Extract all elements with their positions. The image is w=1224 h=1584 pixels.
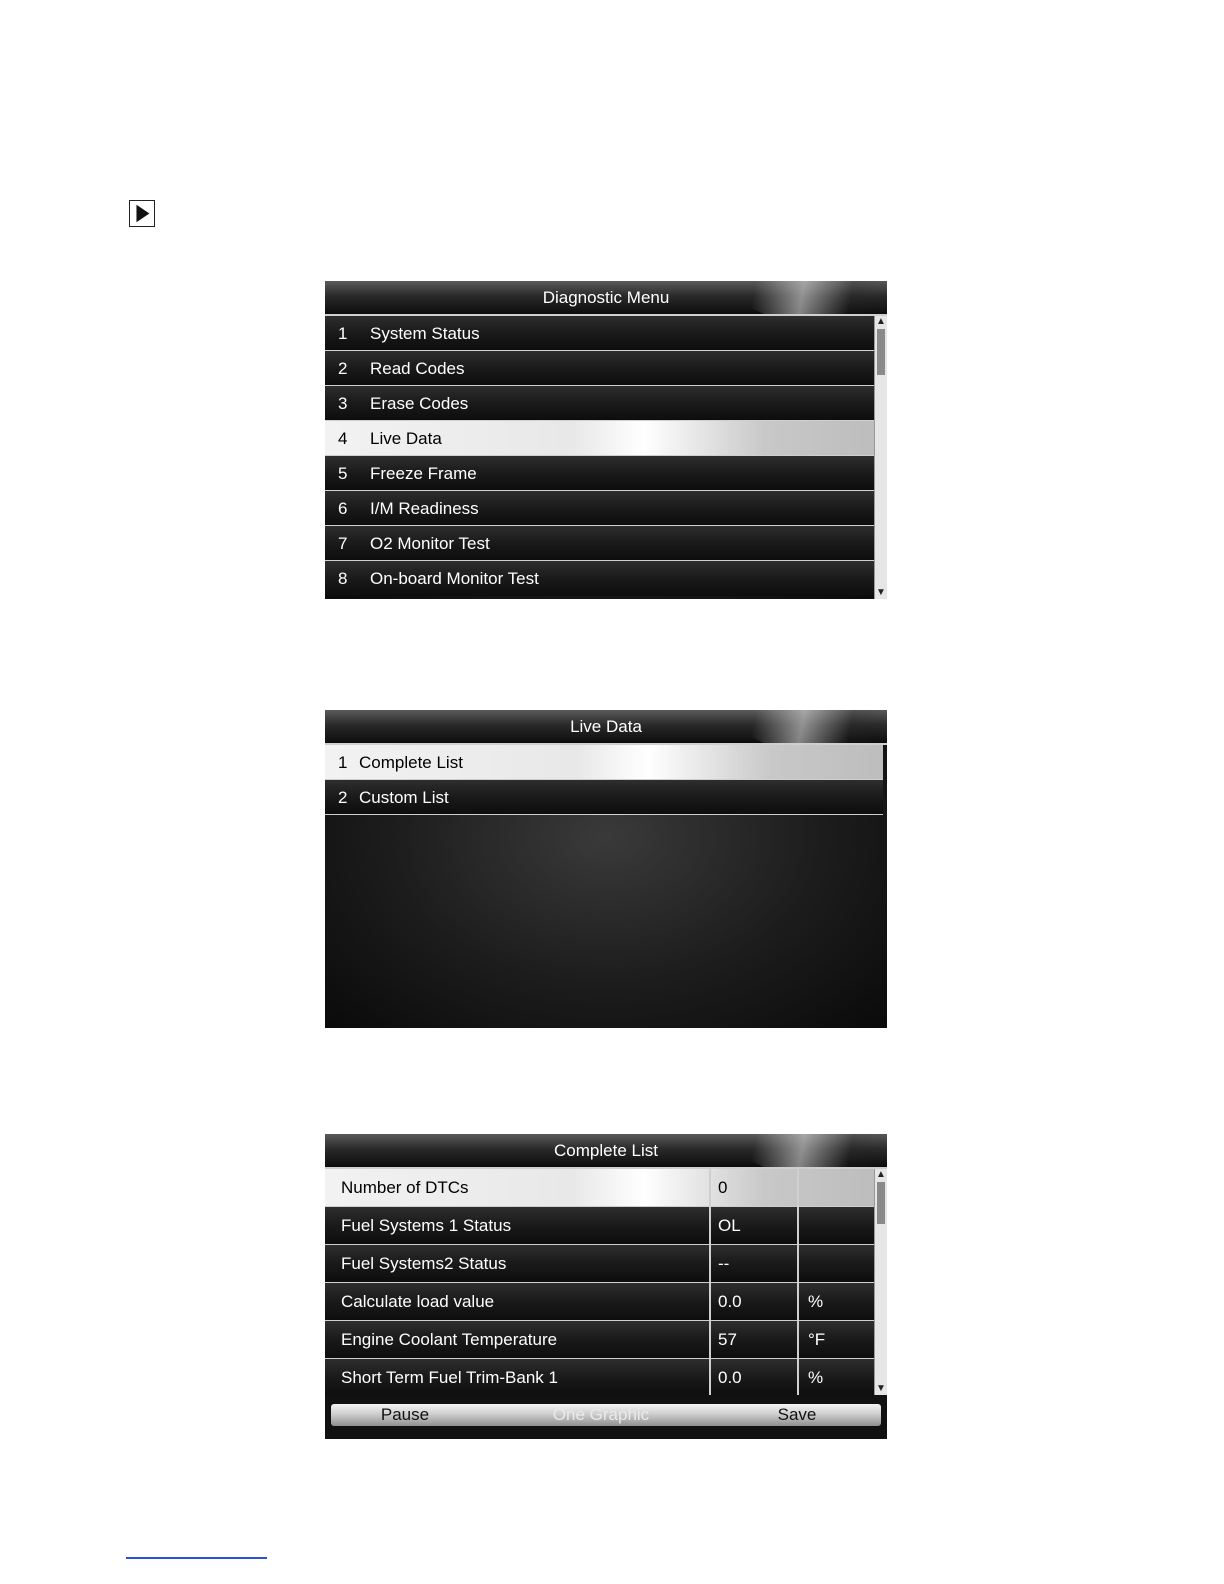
complete-list-screen — [325, 1134, 887, 1439]
table-row[interactable] — [325, 1169, 875, 1207]
parameter-value: 0 — [718, 1178, 728, 1197]
scrollbar-thumb[interactable] — [877, 329, 885, 375]
screen-title-bar — [325, 710, 887, 745]
parameter-unit: °F — [808, 1330, 826, 1349]
menu-item-label: Read Codes — [370, 359, 465, 378]
screen-title-bar — [325, 281, 887, 316]
menu-item-number: 1 — [338, 324, 348, 343]
function-button-bar — [325, 1395, 887, 1439]
save-button[interactable]: Save — [777, 1405, 817, 1424]
menu-item-system-status[interactable] — [325, 316, 875, 351]
menu-item-label: Custom List — [359, 788, 449, 807]
menu-item-read-codes[interactable] — [325, 351, 875, 386]
parameter-name: Number of DTCs — [341, 1178, 469, 1197]
menu-item-label: Complete List — [359, 753, 463, 772]
scroll-up-arrow-icon[interactable]: ▲ — [876, 316, 886, 327]
column-divider — [797, 1169, 799, 1397]
parameter-unit: % — [808, 1368, 824, 1387]
menu-item-label: On-board Monitor Test — [370, 569, 539, 588]
parameter-name: Engine Coolant Temperature — [341, 1330, 558, 1349]
menu-item-complete-list[interactable] — [325, 745, 883, 780]
play-icon — [129, 200, 155, 227]
diagnostic-menu-screen — [325, 281, 887, 599]
menu-item-number: 2 — [338, 359, 348, 378]
parameter-unit: % — [808, 1292, 824, 1311]
menu-item-live-data[interactable] — [325, 421, 875, 456]
menu-item-label: Freeze Frame — [370, 464, 477, 483]
parameter-name: Calculate load value — [341, 1292, 495, 1311]
menu-item-number: 8 — [338, 569, 348, 588]
table-row[interactable] — [325, 1359, 875, 1397]
menu-item-label: I/M Readiness — [370, 499, 479, 518]
menu-item-number: 2 — [338, 788, 348, 807]
menu-item-o2-monitor-test[interactable] — [325, 526, 875, 561]
menu-item-label: System Status — [370, 324, 480, 343]
screen-title-bar — [325, 1134, 887, 1169]
data-table — [325, 1169, 875, 1397]
menu-item-number: 3 — [338, 394, 348, 413]
scrollbar[interactable] — [874, 316, 887, 599]
parameter-value: -- — [718, 1254, 730, 1273]
parameter-name: Fuel Systems 1 Status — [341, 1216, 512, 1235]
menu-item-number: 4 — [338, 429, 348, 448]
menu-item-number: 1 — [338, 753, 348, 772]
menu-item-number: 6 — [338, 499, 348, 518]
menu-item-onboard-monitor-test[interactable] — [325, 561, 875, 596]
table-row[interactable] — [325, 1207, 875, 1245]
menu-item-erase-codes[interactable] — [325, 386, 875, 421]
scroll-down-arrow-icon[interactable]: ▼ — [876, 1383, 886, 1394]
parameter-value: 0.0 — [718, 1292, 742, 1311]
table-row[interactable] — [325, 1245, 875, 1283]
scrollbar[interactable] — [874, 1169, 887, 1395]
table-row[interactable] — [325, 1321, 875, 1359]
menu-item-label: Live Data — [370, 429, 442, 448]
menu-item-label: O2 Monitor Test — [370, 534, 490, 553]
parameter-value: 57 — [718, 1330, 737, 1349]
scroll-down-arrow-icon[interactable]: ▼ — [876, 587, 886, 598]
footer-rule — [126, 1557, 267, 1559]
screen-title: Complete List — [554, 1141, 658, 1160]
parameter-name: Short Term Fuel Trim-Bank 1 — [341, 1368, 558, 1387]
one-graphic-button[interactable]: One Graphic — [552, 1405, 650, 1424]
menu-item-label: Erase Codes — [370, 394, 469, 413]
pause-button[interactable]: Pause — [380, 1405, 430, 1424]
column-divider — [709, 1169, 711, 1397]
menu-item-custom-list[interactable] — [325, 780, 883, 815]
menu-item-im-readiness[interactable] — [325, 491, 875, 526]
menu-item-number: 7 — [338, 534, 348, 553]
screen-title: Live Data — [570, 717, 642, 736]
menu-list — [325, 316, 875, 596]
parameter-value: 0.0 — [718, 1368, 742, 1387]
scroll-up-arrow-icon[interactable]: ▲ — [876, 1169, 886, 1180]
menu-item-number: 5 — [338, 464, 348, 483]
screen-title: Diagnostic Menu — [542, 288, 670, 307]
menu-item-freeze-frame[interactable] — [325, 456, 875, 491]
live-data-screen — [325, 710, 887, 1028]
parameter-value: OL — [718, 1216, 741, 1235]
parameter-name: Fuel Systems2 Status — [341, 1254, 507, 1273]
live-data-list — [325, 745, 883, 815]
scrollbar-thumb[interactable] — [877, 1182, 885, 1224]
table-row[interactable] — [325, 1283, 875, 1321]
